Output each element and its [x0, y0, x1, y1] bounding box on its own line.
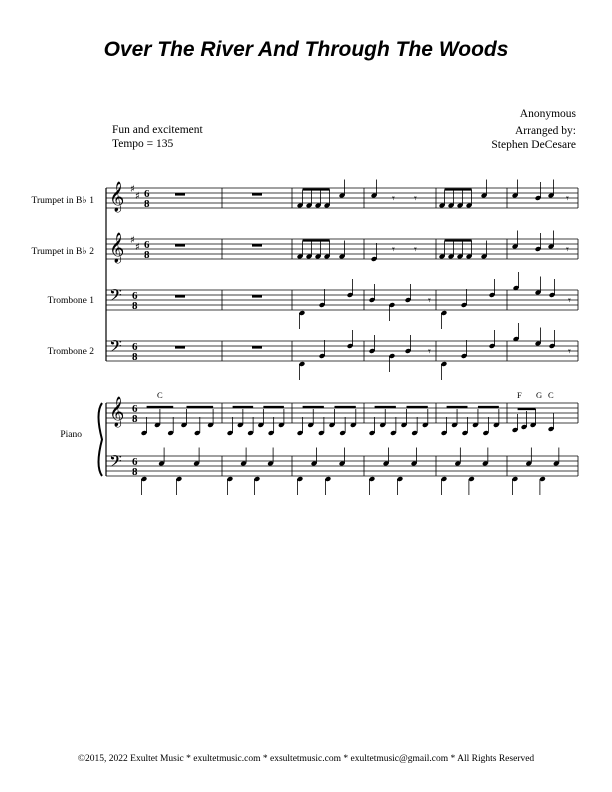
whole-rest	[252, 346, 262, 349]
whole-rest	[252, 193, 262, 196]
arranger-label: Arranged by:	[515, 125, 576, 137]
chord-symbol-f: F	[517, 390, 522, 400]
time-signature-denominator: 8	[132, 466, 138, 478]
eighth-rest-icon: 𝄾	[568, 345, 571, 358]
bass-clef-icon: 𝄢	[109, 336, 122, 360]
instrument-label-trombone-1: Trombone 1	[47, 296, 94, 306]
page-title: Over The River And Through The Woods	[103, 38, 509, 61]
time-signature-denominator: 8	[132, 351, 138, 363]
whole-rest	[175, 244, 185, 247]
instrument-label-trumpet-1: Trumpet in B♭ 1	[31, 196, 94, 206]
time-signature-denominator: 8	[132, 300, 138, 312]
sharp-icon: ♯	[130, 235, 135, 246]
eighth-rest-icon: 𝄾	[392, 192, 395, 205]
eighth-rest-icon: 𝄾	[568, 294, 571, 307]
whole-rest	[252, 244, 262, 247]
time-signature-denominator: 8	[144, 249, 150, 261]
eighth-rest-icon: 𝄾	[392, 243, 395, 256]
treble-clef-icon: 𝄞	[109, 397, 125, 427]
bass-clef-icon: 𝄢	[109, 285, 122, 309]
time-signature-numerator: 6	[144, 239, 150, 251]
sharp-icon: ♯	[130, 184, 135, 195]
eighth-rest-icon: 𝄾	[414, 192, 417, 205]
treble-clef-icon: 𝄞	[109, 182, 125, 212]
whole-rest	[175, 193, 185, 196]
bass-clef-icon: 𝄢	[109, 451, 122, 475]
copyright-footer: ©2015, 2022 Exultet Music * exultetmusic.com * exsultetmusic.com * exultetmusic@gmail.com * All Rights Reserved	[77, 754, 535, 764]
whole-rest	[252, 295, 262, 298]
chord-symbol-c-2: C	[548, 390, 554, 400]
instrument-label-piano: Piano	[60, 430, 82, 440]
eighth-rest-icon: 𝄾	[428, 345, 431, 358]
tempo-marking: Fun and excitement	[112, 124, 203, 136]
eighth-rest-icon: 𝄾	[566, 192, 569, 205]
sharp-icon: ♯	[135, 191, 140, 202]
time-signature-numerator: 6	[132, 290, 138, 302]
eighth-rest-icon: 𝄾	[414, 243, 417, 256]
eighth-rest-icon: 𝄾	[566, 243, 569, 256]
time-signature-numerator: 6	[132, 403, 138, 415]
piano-brace-icon	[99, 403, 103, 476]
time-signature-numerator: 6	[132, 456, 138, 468]
instrument-label-trumpet-2: Trumpet in B♭ 2	[31, 247, 94, 257]
sharp-icon: ♯	[135, 242, 140, 253]
time-signature-numerator: 6	[132, 341, 138, 353]
time-signature-denominator: 8	[132, 413, 138, 425]
eighth-rest-icon: 𝄾	[428, 294, 431, 307]
whole-rest	[175, 295, 185, 298]
time-signature-denominator: 8	[144, 198, 150, 210]
chord-symbol-c: C	[157, 390, 163, 400]
time-signature-numerator: 6	[144, 188, 150, 200]
treble-clef-icon: 𝄞	[109, 233, 125, 263]
whole-rest	[175, 346, 185, 349]
tempo-value: Tempo = 135	[112, 138, 174, 150]
chord-symbol-g: G	[536, 390, 543, 400]
instrument-label-trombone-2: Trombone 2	[47, 347, 94, 357]
arranger-name: Stephen DeCesare	[491, 139, 576, 151]
composer: Anonymous	[519, 108, 576, 120]
